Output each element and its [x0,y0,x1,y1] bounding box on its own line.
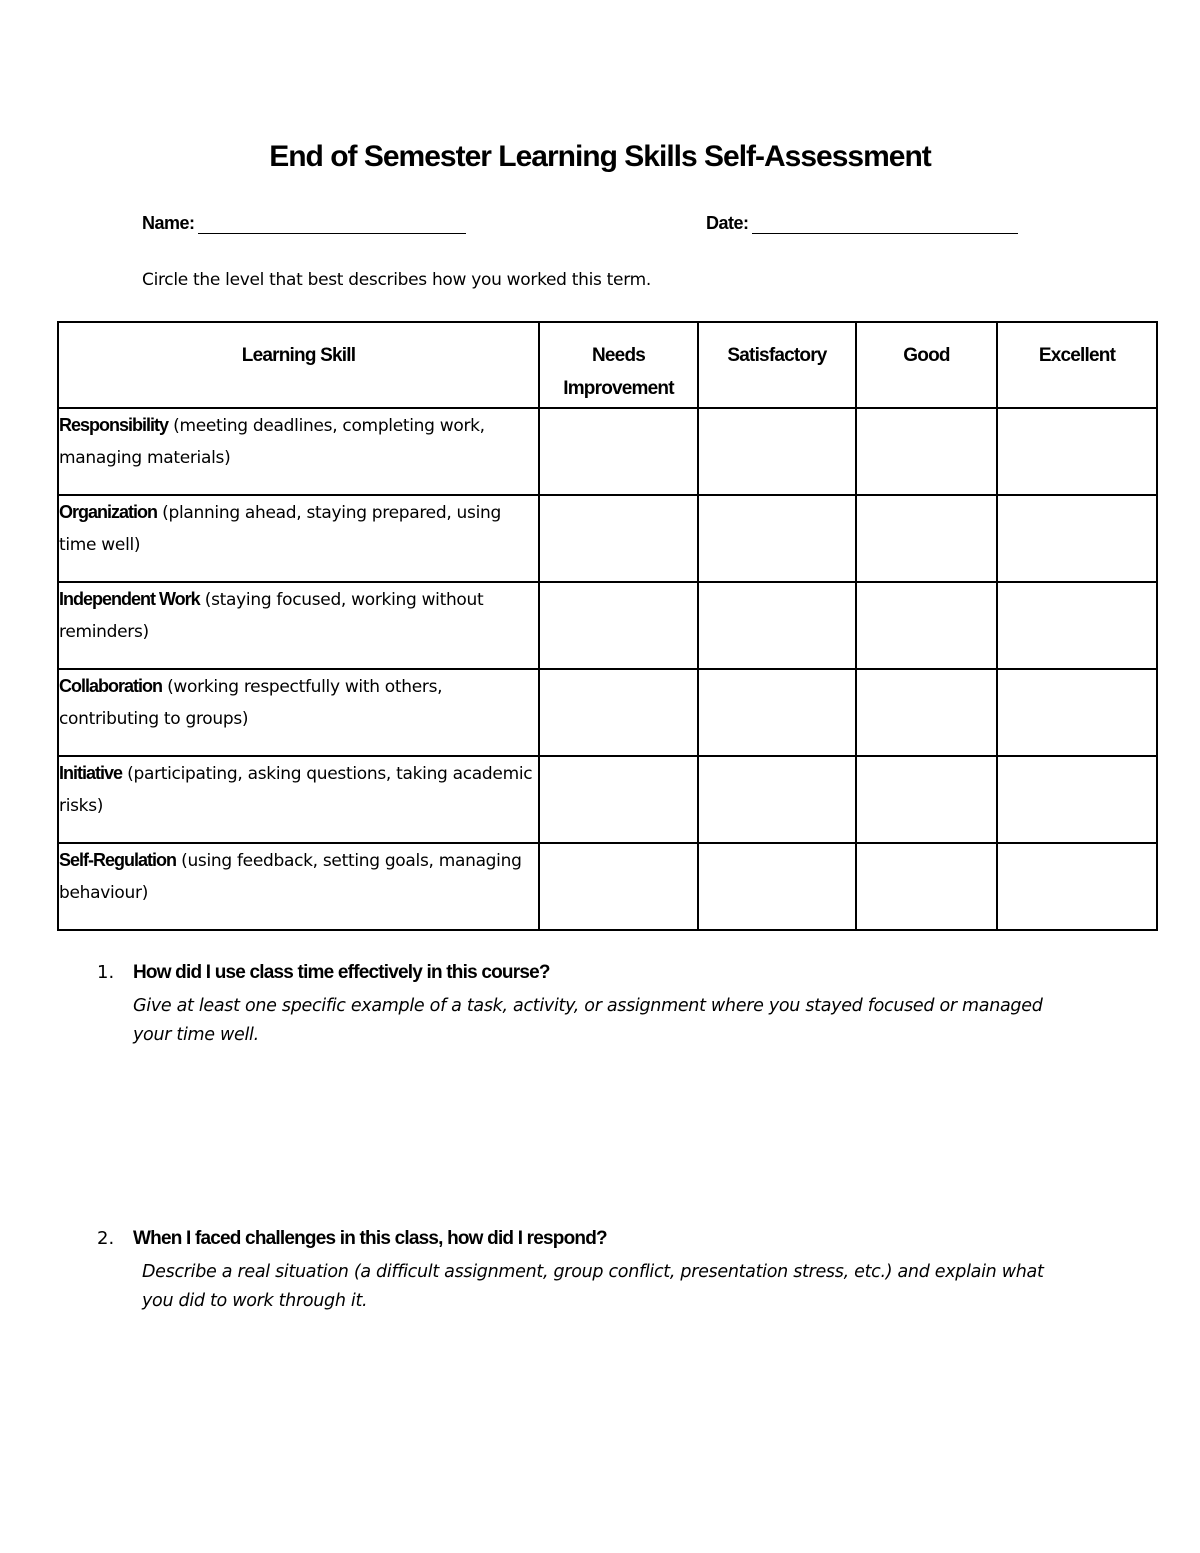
rating-cell-needs-improvement[interactable] [539,669,698,756]
skill-cell [58,495,539,582]
skill-cell [58,669,539,756]
table-row [58,495,1157,582]
rating-cell-needs-improvement[interactable] [539,495,698,582]
rating-cell-good[interactable] [856,756,997,843]
header-learning-skill: Learning Skill [58,322,539,408]
skill-description: (working respectfully with others, contributing to groups) [59,677,443,729]
skill-cell [58,843,539,930]
header-good: Good [856,322,997,408]
rating-cell-excellent[interactable] [997,843,1157,930]
table-row [58,582,1157,669]
skill-description: (meeting deadlines, completing work, managing materials) [59,416,485,468]
date-label: Date: [706,213,749,233]
date-field[interactable] [706,213,1018,234]
rating-cell-satisfactory[interactable] [698,582,856,669]
question-title: How did I use class time effectively in this course? [133,962,550,983]
rating-cell-good[interactable] [856,582,997,669]
rating-cell-satisfactory[interactable] [698,495,856,582]
rating-cell-excellent[interactable] [997,408,1157,495]
rating-cell-satisfactory[interactable] [698,756,856,843]
table-row [58,408,1157,495]
rating-cell-good[interactable] [856,495,997,582]
rating-cell-excellent[interactable] [997,582,1157,669]
skill-description: (planning ahead, staying prepared, using time well) [59,503,501,555]
rating-cell-needs-improvement[interactable] [539,408,698,495]
date-input-line[interactable] [752,214,1018,234]
rating-cell-needs-improvement[interactable] [539,756,698,843]
skill-name: Initiative [59,763,123,783]
question-description: Give at least one specific example of a task, activity, or assignment where you stayed focused or managed your time well. [133,996,1043,1045]
table-header-row [58,322,1157,408]
instructions: Circle the level that best describes how you worked this term. [142,270,651,290]
rating-cell-good[interactable] [856,408,997,495]
table-row [58,756,1157,843]
skill-cell [58,408,539,495]
header-needs-improvement: Needs Improvement [539,322,698,408]
rating-cell-needs-improvement[interactable] [539,843,698,930]
name-label: Name: [142,213,195,233]
name-field[interactable] [142,213,466,234]
rating-cell-satisfactory[interactable] [698,843,856,930]
question-title: When I faced challenges in this class, how did I respond? [133,1228,607,1249]
rating-cell-satisfactory[interactable] [698,669,856,756]
skill-description: (using feedback, setting goals, managing behaviour) [59,851,522,903]
skill-cell [58,582,539,669]
skill-name: Collaboration [59,676,162,696]
skill-description: (staying focused, working without reminders) [59,590,484,642]
rating-cell-excellent[interactable] [997,756,1157,843]
rating-cell-excellent[interactable] [997,495,1157,582]
question-number: 1. [97,962,115,983]
rating-cell-needs-improvement[interactable] [539,582,698,669]
skill-description: (participating, asking questions, taking academic risks) [59,764,533,816]
page-title: End of Semester Learning Skills Self-Assessment [269,140,931,173]
table-row [58,669,1157,756]
skill-name: Organization [59,502,158,522]
skill-name: Responsibility [59,415,169,435]
rating-cell-excellent[interactable] [997,669,1157,756]
skill-name: Independent Work [59,589,200,609]
header-excellent: Excellent [997,322,1157,408]
rating-cell-satisfactory[interactable] [698,408,856,495]
skill-cell [58,756,539,843]
skill-name: Self-Regulation [59,850,177,870]
learning-skills-table [57,321,1158,931]
question-description: Describe a real situation (a difficult assignment, group conflict, presentation stress, etc.) and explain what you did to work through it. [142,1262,1044,1311]
name-input-line[interactable] [198,214,466,234]
rating-cell-good[interactable] [856,669,997,756]
question-number: 2. [97,1228,115,1249]
header-satisfactory: Satisfactory [698,322,856,408]
table-row [58,843,1157,930]
rating-cell-good[interactable] [856,843,997,930]
